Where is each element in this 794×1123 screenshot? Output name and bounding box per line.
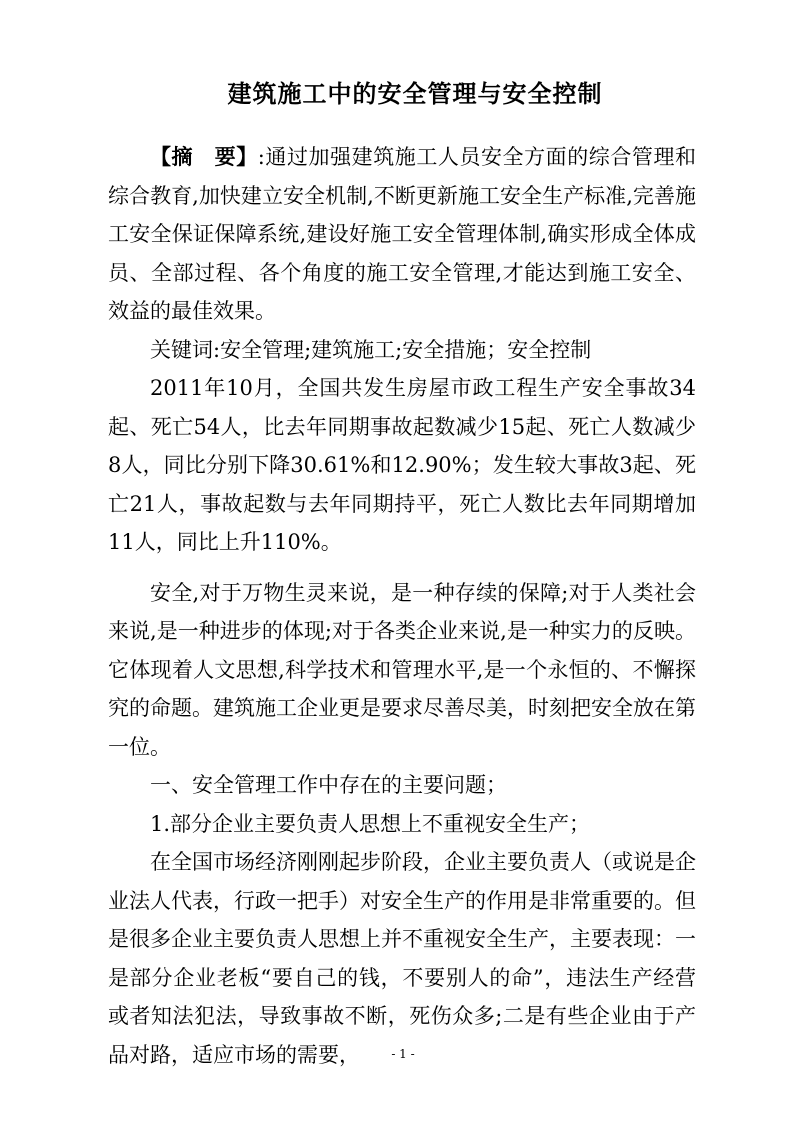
page-number: - 1 -: [391, 1047, 415, 1061]
document-body: [108, 138, 696, 1074]
keywords-paragraph: 关键词:安全管理;建筑施工;安全措施；安全控制: [150, 337, 592, 362]
document-title: 建筑施工中的安全管理与安全控制: [227, 79, 603, 108]
abstract-label: 【摘 要】: [150, 144, 258, 169]
body-paragraph-market: 在全国市场经济刚刚起步阶段，企业主要负责人（或说是企业法人代表，行政一把手）对安全生产的作用是非常重要的。但是很多企业主要负责人思想上并不重视安全生产，主要表现：一是部分企业老板“要自己的钱，不要别人的命”，违法生产经营或者知法犯法，导致事故不断，死伤众多;二是有些企业由于产品对路，适应市场的需要，: [108, 850, 696, 1067]
subsection-heading-1: 1.部分企业主要负责人思想上不重视安全生产；: [150, 811, 591, 836]
abstract-text: :通过加强建筑施工人员安全方面的综合管理和综合教育,加快建立安全机制,不断更新施工安全生产标准,完善施工安全保证保障系统,建设好施工安全管理体制,确实形成全体成员、全部过程、各个角度的施工安全管理,才能达到施工安全、效益的最佳效果。: [108, 145, 697, 323]
section-heading-problems: 一、安全管理工作中存在的主要问题；: [150, 773, 507, 797]
body-paragraph-statistics: 2011年10月，全国共发生房屋市政工程生产安全事故34起、死亡54人，比去年同期事故起数减少15起、死亡人数减少8人，同比分别下降30.61%和12.90%；发生较大事故3起、死亡21人，事故起数与去年同期持平，死亡人数比去年同期增加11人，同比上升110%。: [108, 376, 696, 554]
body-paragraph-safety: 安全,对于万物生灵来说，是一种存续的保障;对于人类社会来说,是一种进步的体现;对于各类企业来说,是一种实力的反映。它体现着人文思想,科学技术和管理水平,是一个永恒的、不懈探究的命题。建筑施工企业更是要求尽善尽美，时刻把安全放在第一位。: [108, 580, 696, 759]
abstract-paragraph: [108, 138, 696, 331]
